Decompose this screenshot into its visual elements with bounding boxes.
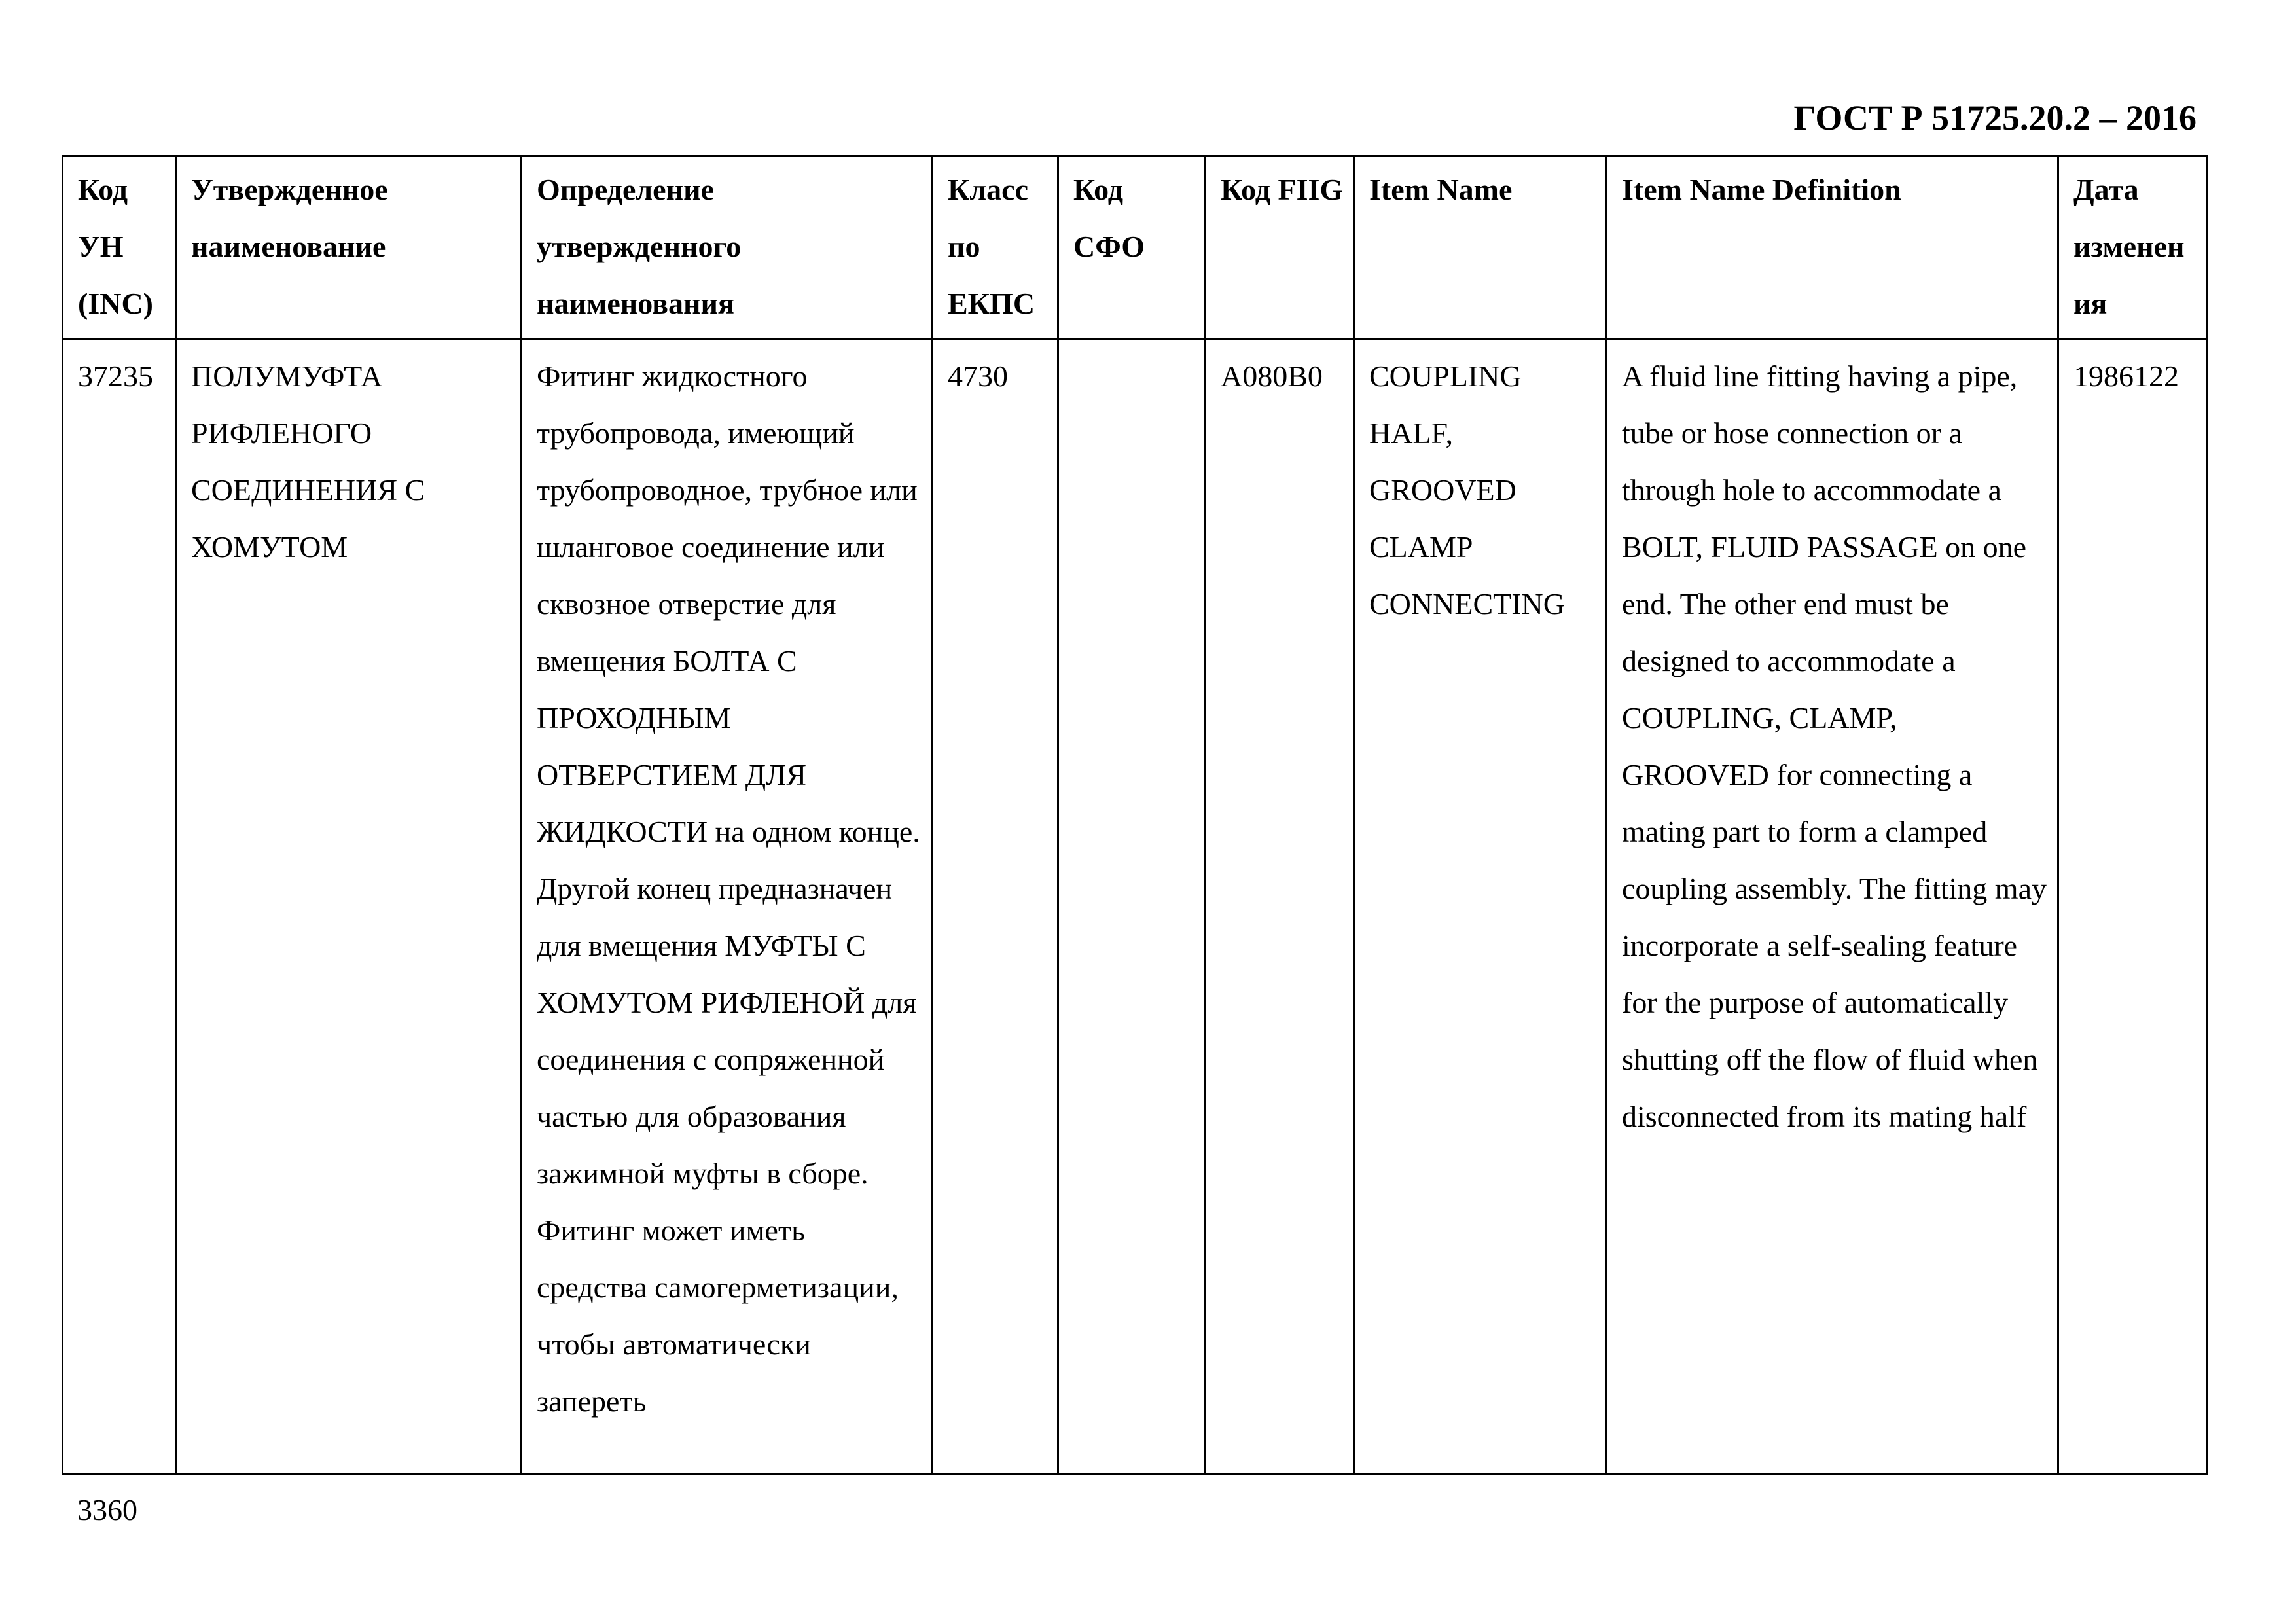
cell-sfo-code [1058, 339, 1206, 1474]
cell-definition: Фитинг жидкостного трубопровода, имеющий трубопроводное, трубное или шланговое соединение или сквозное отверстие для вмещения БОЛТА С ПРОХОДНЫМ ОТВЕРСТИЕМ ДЛЯ ЖИДКОСТИ на одном конце. Другой конец предназначен для вмещения МУФТЫ С ХОМУТОМ РИФЛЕНОЙ для соединения с сопряженной частью для образования зажимной муфты в сборе. Фитинг может иметь средства самогерметизации, чтобы автоматически запереть [522, 339, 933, 1474]
page-number: 3360 [77, 1493, 137, 1526]
column-header-item-name-definition: Item Name Definition [1607, 156, 2058, 339]
document-standard-header: ГОСТ Р 51725.20.2 – 2016 [1793, 98, 2197, 137]
column-header-inc: Код УН (INC) [63, 156, 176, 339]
column-header-approved-name: Утвержденное наименование [176, 156, 522, 339]
cell-inc: 37235 [63, 339, 176, 1474]
cell-change-date: 1986122 [2058, 339, 2207, 1474]
cell-approved-name: ПОЛУМУФТА РИФЛЕНОГО СОЕДИНЕНИЯ С ХОМУТОМ [176, 339, 522, 1474]
column-header-ekps-class: Класс по ЕКПС [933, 156, 1058, 339]
cell-ekps-class: 4730 [933, 339, 1058, 1474]
table-row [63, 339, 2207, 1474]
cell-item-name-definition: A fluid line fitting having a pipe, tube or hose connection or a through hole to accommodate a BOLT, FLUID PASSAGE on one end. The other end must be designed to accommodate a COUPLING, CLAMP, GROOVED for connecting a mating part to form a clamped coupling assembly. The fitting may incorporate a self-sealing feature for the purpose of automatically shutting off the flow of fluid when disconnected from its mating half [1607, 339, 2058, 1474]
cell-fiig-code: A080B0 [1206, 339, 1354, 1474]
table-header-row [63, 156, 2207, 339]
column-header-fiig-code: Код FIIG [1206, 156, 1354, 339]
column-header-change-date: Дата изменения [2058, 156, 2207, 339]
column-header-sfo-code: Код СФО [1058, 156, 1206, 339]
cell-item-name: COUPLING HALF, GROOVED CLAMP CONNECTING [1354, 339, 1607, 1474]
column-header-definition: Определение утвержденного наименования [522, 156, 933, 339]
column-header-item-name: Item Name [1354, 156, 1607, 339]
nomenclature-table [62, 155, 2208, 1475]
